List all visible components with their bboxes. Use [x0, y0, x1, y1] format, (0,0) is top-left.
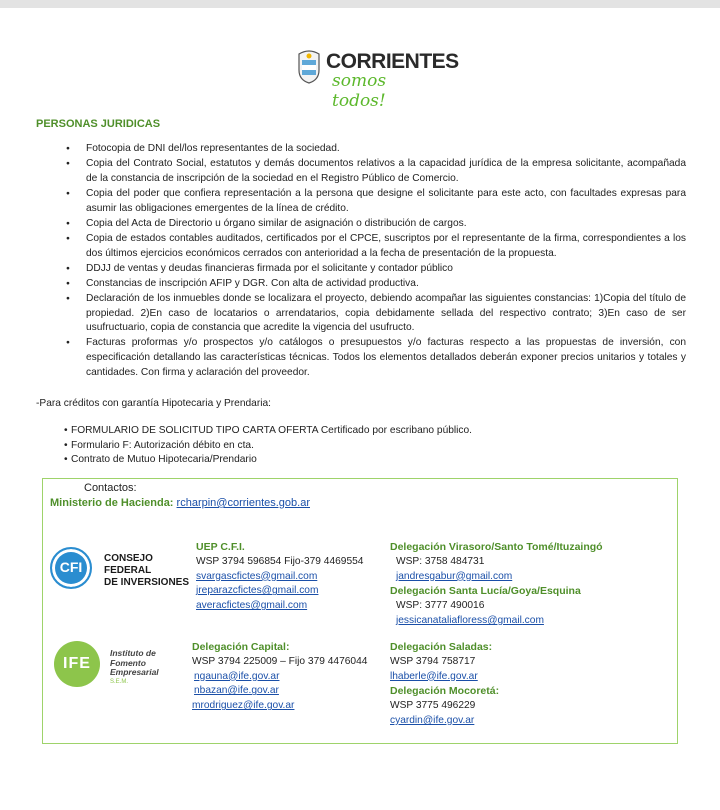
requirement-item: ● DDJJ de ventas y deudas financieras firmada por el solicitante y contador público	[66, 262, 686, 277]
ife-logo-sub: S.E.M.	[110, 679, 129, 685]
uep-title: UEP C.F.I.	[196, 541, 245, 553]
credit-item: • FORMULARIO DE SOLICITUD TIPO CARTA OFERTA Certificado por escribano público.	[64, 424, 524, 439]
capital-email-link[interactable]: nbazan@ife.gov.ar	[194, 685, 279, 697]
logo-brand-text: CORRIENTES	[326, 50, 459, 73]
virasoro-phone: WSP: 3758 484731	[396, 555, 485, 567]
requirement-item: ● Declaración de los inmuebles donde se localizara el proyecto, debiendo acompañar las siguientes constancias: 1)Copia del título de propiedad. 2)En caso de locatarios o arrendatarios, copia debidamente sellada del respectivo contrato; 3)En caso de ser usufructuario, copia de constancia que acredite la vigencia del usufructo.	[66, 292, 686, 336]
ife-logo-letters: IFE	[63, 655, 91, 672]
capital-title: Delegación Capital:	[192, 641, 290, 653]
ife-logo-text-line3: Empresarial	[110, 667, 159, 677]
cfi-logo-letters: CFI	[59, 559, 83, 575]
requirement-item: ● Copia del Acta de Directorio u órgano similar de asignación o distribución de cargos.	[66, 217, 686, 232]
requirement-item: ● Fotocopia de DNI del/los representantes de la sociedad.	[66, 142, 686, 157]
ife-logo-text-line1: Instituto de	[110, 648, 156, 658]
requirement-item: ● Constancias de inscripción AFIP y DGR. Con alta de actividad productiva.	[66, 277, 686, 292]
saladas-title: Delegación Saladas:	[390, 641, 493, 653]
ife-logo	[54, 641, 194, 691]
contacts-label: Contactos:	[84, 482, 137, 494]
saladas-email-link[interactable]: lhaberle@ife.gov.ar	[390, 670, 478, 682]
saladas-phone: WSP 3794 758717	[390, 655, 476, 667]
section-title: PERSONAS JURIDICAS	[36, 118, 161, 130]
requirement-item: ● Facturas proformas y/o prospectos y/o catálogos o presupuestos y/o facturas respecto a las propuestas de inversión, con especificación detallando las características técnicas. Todos los elementos detallados deberán exponer precios unitarios y totales y cantidades. Con firma y aclaración del proveedor.	[66, 336, 686, 380]
mocoreta-phone: WSP 3775 496229	[390, 700, 476, 712]
ife-logo-circle	[54, 641, 100, 687]
ife-logo-text	[110, 649, 159, 678]
mocoreta-email-link[interactable]: cyardin@ife.gov.ar	[390, 714, 475, 726]
cfi-logo-text	[104, 553, 190, 589]
goya-title: Delegación Santa Lucía/Goya/Esquina	[390, 585, 581, 598]
cfi-uep-contact	[196, 540, 363, 614]
uep-phone: WSP 3794 596854 Fijo-379 4469554	[196, 555, 364, 567]
uep-email-link[interactable]: jreparazcfictes@gmail.com	[196, 585, 319, 597]
capital-phone: WSP 3794 225009 – Fijo 379 4476044	[192, 655, 368, 667]
uep-email-link[interactable]: svargascfictes@gmail.com	[196, 570, 318, 582]
virasoro-email-link[interactable]: jandresgabur@gmail.com	[396, 570, 513, 582]
ife-capital-contact	[192, 640, 367, 714]
cfi-logo-text-line1: CONSEJO FEDERAL	[104, 553, 153, 576]
uep-email-link[interactable]: averacfictes@gmail.com	[196, 600, 308, 612]
cfi-logo-circle	[50, 547, 92, 589]
cfi-logo-text-line2: DE INVERSIONES	[104, 577, 190, 588]
cfi-delegations	[390, 540, 603, 629]
goya-phone: WSP: 3777 490016	[396, 600, 485, 612]
province-seal-icon	[296, 50, 322, 84]
capital-email-link[interactable]: mrodriguez@ife.gov.ar	[192, 700, 295, 712]
corrientes-logo	[296, 48, 459, 111]
cfi-logo	[50, 545, 190, 589]
ministry-email-link[interactable]: rcharpin@corrientes.gob.ar	[176, 497, 310, 509]
top-gray-bar	[0, 0, 720, 8]
credit-item: • Contrato de Mutuo Hipotecaria/Prendario	[64, 453, 524, 468]
virasoro-title: Delegación Virasoro/Santo Tomé/Ituzaingó	[390, 541, 603, 553]
requirement-item: ● Copia del poder que confiera representación a la persona que designe el solicitante para este acto, con facultades expresas para asumir las obligaciones emergentes de la línea de crédito.	[66, 187, 686, 216]
capital-email-link[interactable]: ngauna@ife.gov.ar	[194, 670, 280, 682]
credit-title: -Para créditos con garantía Hipotecaria y Prendaria:	[36, 398, 271, 409]
requirement-item: ● Copia de estados contables auditados, certificados por el CPCE, suscriptos por el representante de la firma, correspondientes a los dos últimos ejercicios económicos cerrados con anterioridad a la fecha de presentación de la propuesta.	[66, 232, 686, 261]
requirement-item: ● Copia del Contrato Social, estatutos y demás documentos relativos a la capacidad jurídica de la empresa solicitante, acompañada de la constancia de inscripción de la sociedad en el Registro Público de Comercio.	[66, 157, 686, 186]
credit-item: • Formulario F: Autorización débito en cta.	[64, 439, 524, 454]
ministry-contact	[50, 497, 310, 509]
ministry-label: Ministerio de Hacienda:	[50, 497, 174, 509]
mocoreta-title: Delegación Mocoretá:	[390, 685, 500, 698]
goya-email-link[interactable]: jessicanataliafloress@gmail.com	[396, 614, 544, 626]
logo-tagline: somos todos!	[332, 71, 387, 111]
requirements-list	[66, 142, 686, 381]
ife-delegations	[390, 640, 499, 729]
ife-logo-text-line2: Fomento	[110, 657, 146, 668]
credit-list	[64, 424, 524, 468]
